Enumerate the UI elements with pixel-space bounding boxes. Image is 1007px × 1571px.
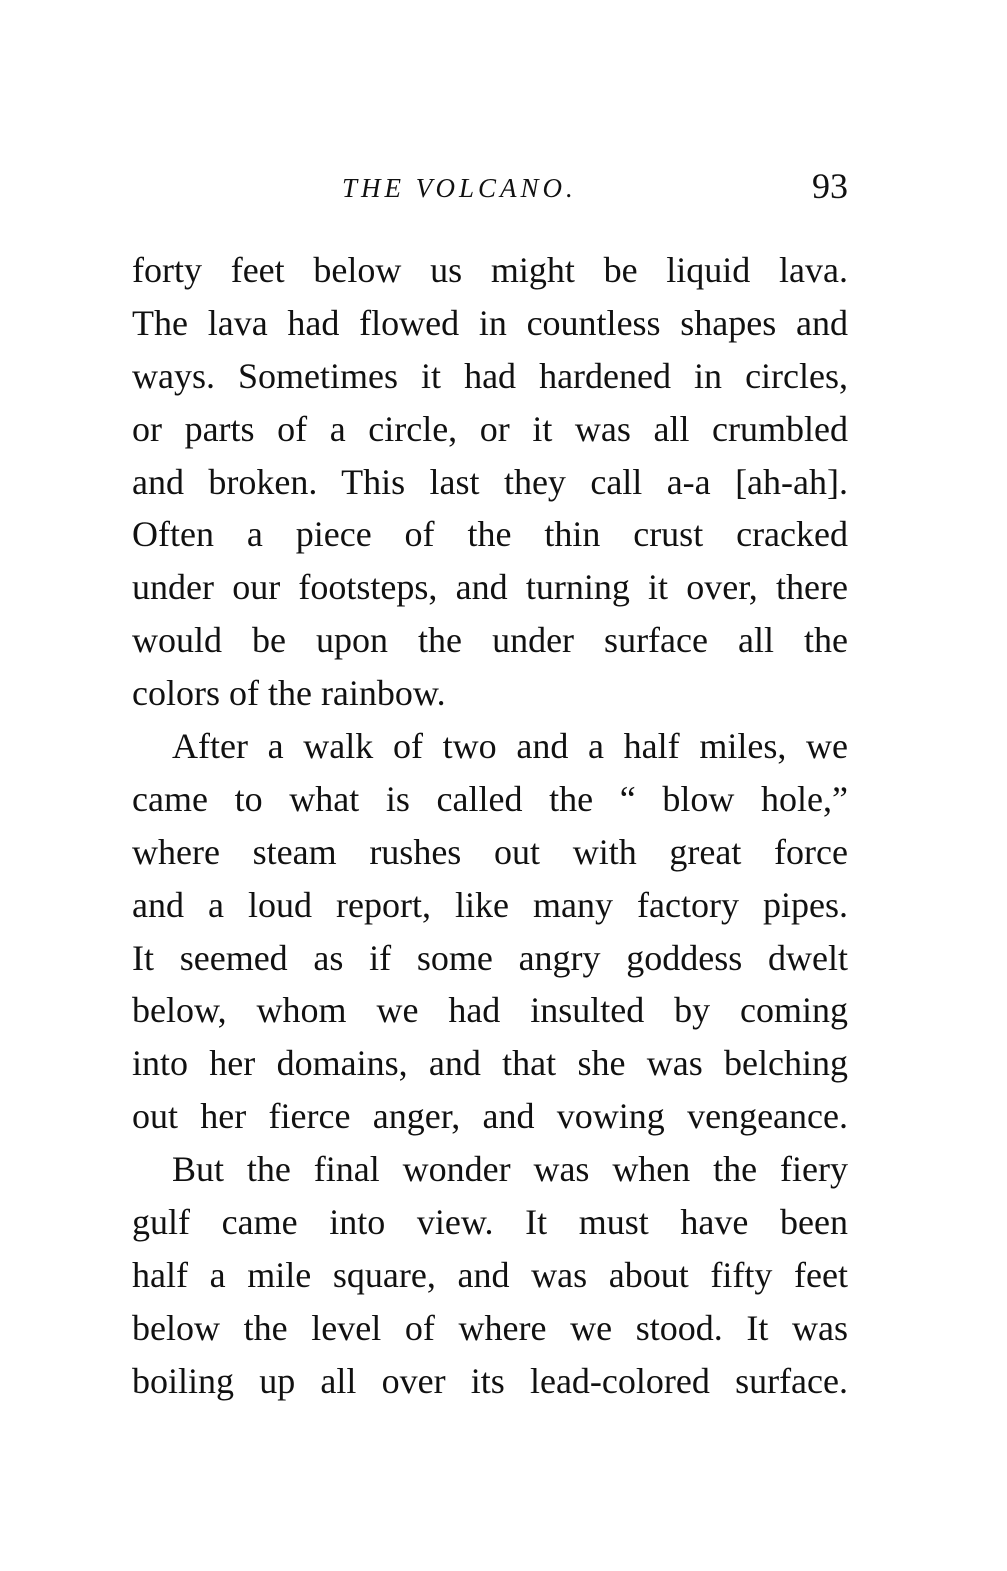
page-number: 93 <box>812 166 848 206</box>
running-title: THE VOLCANO. <box>342 173 577 203</box>
text-line: below the level of where we stood. It was <box>132 1307 848 1348</box>
text-line: The lava had flowed in countless shapes and <box>132 302 848 343</box>
text-line: But the final wonder was when the fiery <box>172 1149 848 1190</box>
text-line: and a loud report, like many factory pipes. <box>132 884 848 925</box>
text-line: colors of the rainbow. <box>132 673 446 714</box>
text-line: out her fierce anger, and vowing vengeance. <box>132 1096 848 1137</box>
text-line: below, whom we had insulted by coming <box>132 990 848 1031</box>
text-line: boiling up all over its lead-colored surface. <box>132 1360 848 1401</box>
running-head <box>132 165 848 215</box>
text-line: ways. Sometimes it had hardened in circles, <box>132 355 848 396</box>
text-line: forty feet below us might be liquid lava. <box>132 250 848 290</box>
text-line: where steam rushes out with great force <box>132 831 848 872</box>
body-text <box>132 244 848 1408</box>
text-line: After a walk of two and a half miles, we <box>172 726 848 767</box>
text-line: came to what is called the “ blow hole,” <box>132 778 848 819</box>
text-line: gulf came into view. It must have been <box>132 1202 848 1243</box>
text-line: and broken. This last they call a-a [ah-ah]. <box>132 461 848 502</box>
text-line: into her domains, and that she was belching <box>132 1043 848 1084</box>
text-line: half a mile square, and was about fifty feet <box>132 1254 848 1295</box>
text-line: Often a piece of the thin crust cracked <box>132 514 848 555</box>
text-line: under our footsteps, and turning it over, there <box>132 567 848 608</box>
text-line: It seemed as if some angry goddess dwelt <box>132 937 848 978</box>
text-line: or parts of a circle, or it was all crumbled <box>132 408 848 449</box>
text-line: would be upon the under surface all the <box>132 620 848 661</box>
